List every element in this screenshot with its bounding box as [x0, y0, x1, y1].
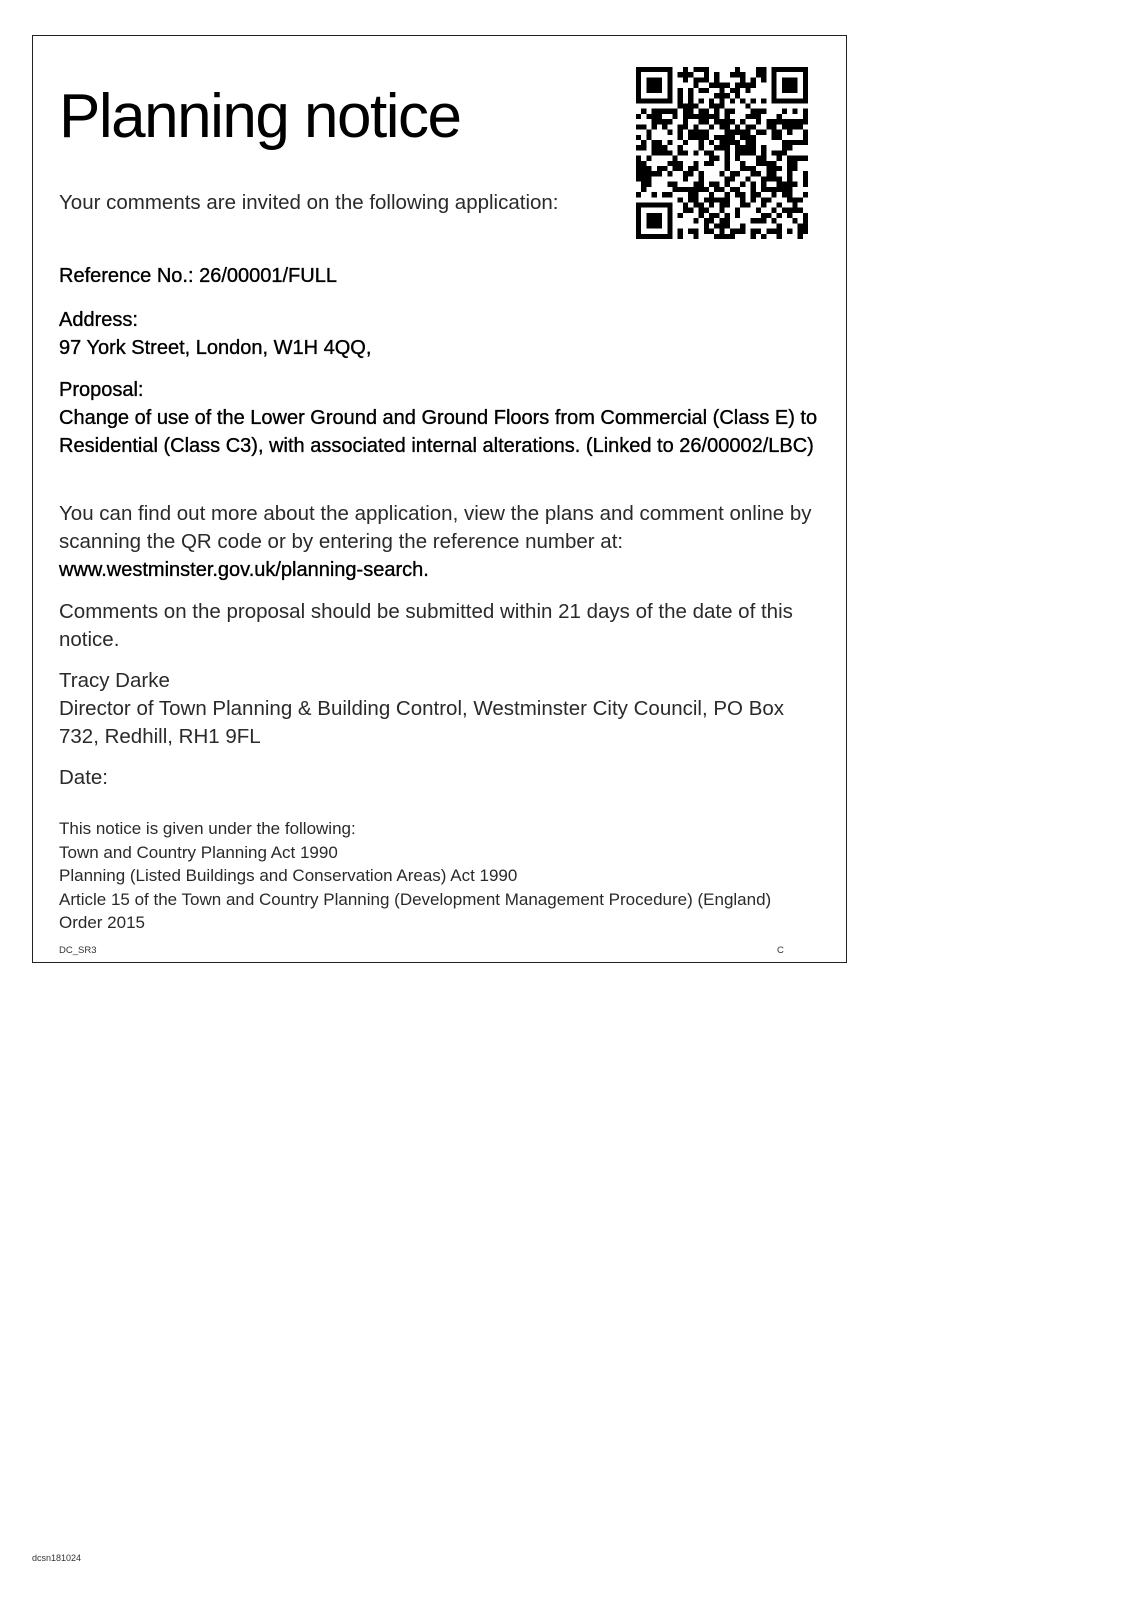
legal-intro: This notice is given under the following: [59, 819, 356, 838]
more-info-section [59, 500, 819, 584]
document-code: dcsn181024 [32, 1553, 82, 1563]
address-label: Address: [59, 309, 138, 331]
legal-item: Town and Country Planning Act 1990 [59, 842, 338, 862]
legal-basis [59, 817, 819, 935]
proposal-section [59, 376, 819, 460]
legal-item: Article 15 of the Town and Country Planning (Development Management Procedure) (England) Order 2015 [59, 889, 772, 932]
date-label: Date: [59, 766, 108, 789]
more-info-text: You can find out more about the application, view the plans and comment online by scanning the QR code or by entering the reference number at: [59, 502, 812, 553]
planning-notice [32, 35, 847, 963]
signatory-title: Director of Town Planning & Building Control, Westminster City Council, PO Box 732, Redhill, RH1 9FL [59, 697, 785, 748]
proposal-label: Proposal: [59, 379, 144, 401]
page-title: Planning notice [59, 82, 461, 151]
legal-item: Planning (Listed Buildings and Conservation Areas) Act 1990 [59, 866, 518, 885]
signatory-name: Tracy Darke [59, 669, 170, 692]
signatory-section [59, 667, 819, 751]
proposal-value: Change of use of the Lower Ground and Ground Floors from Commercial (Class E) to Residential (Class C3), with associated internal alterations. (Linked to 26/00002/LBC) [59, 407, 818, 457]
deadline-text: Comments on the proposal should be submitted within 21 days of the date of this notice. [59, 600, 793, 651]
planning-search-link[interactable]: www.westminster.gov.uk/planning-search. [59, 559, 429, 581]
address-value: 97 York Street, London, W1H 4QQ, [59, 337, 372, 359]
reference-number: Reference No.: 26/00001/FULL [59, 265, 337, 287]
intro-text: Your comments are invited on the following application: [59, 191, 559, 214]
form-code: DC_SR3 [59, 945, 97, 956]
address-section [59, 306, 819, 362]
version-code: C [777, 945, 784, 956]
